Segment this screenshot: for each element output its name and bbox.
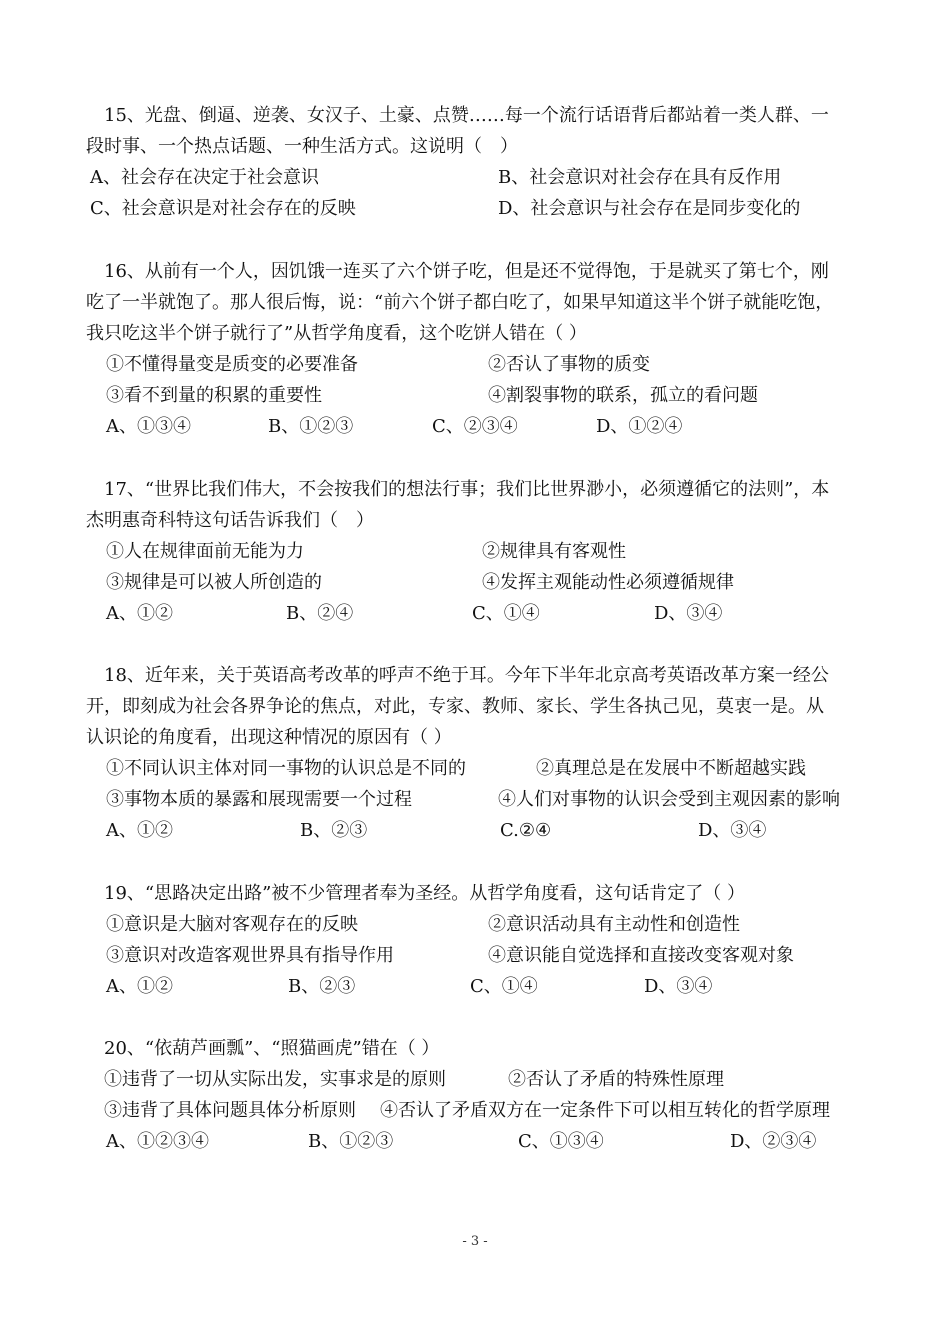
statement-3: ③意识对改造客观世界具有指导作用: [106, 945, 394, 966]
statement-2: ②否认了事物的质变: [488, 354, 650, 375]
statement-2: ②真理总是在发展中不断超越实践: [536, 758, 806, 779]
question-19: [86, 878, 876, 1002]
statement-1: ①违背了一切从实际出发，实事求是的原则: [104, 1069, 446, 1090]
option-c: C、社会意识是对社会存在的反映: [90, 198, 356, 219]
option-b: B、②③: [288, 976, 356, 997]
statement-3: ③事物本质的暴露和展现需要一个过程: [106, 789, 412, 810]
option-a: A、①②: [106, 820, 173, 841]
page-number: - 3 -: [462, 1234, 488, 1249]
option-c: C、①④: [472, 603, 540, 624]
statement-1: ①人在规律面前无能为力: [106, 541, 304, 562]
statement-1: ①不同认识主体对同一事物的认识总是不同的: [106, 758, 466, 779]
option-c: C、②③④: [432, 416, 518, 437]
question-15-stem-line-1: 15、光盘、倒逼、逆袭、女汉子、土豪、点赞……每一个流行话语背后都站着一类人群、一: [86, 105, 829, 126]
question-20-options-row: [104, 1126, 894, 1157]
statement-3: ③违背了具体问题具体分析原则: [104, 1100, 356, 1121]
option-a: A、社会存在决定于社会意识: [90, 167, 319, 188]
statement-4: ④人们对事物的认识会受到主观因素的影响: [498, 789, 840, 810]
question-18-stem-line-1: 18、近年来，关于英语高考改革的呼声不绝于耳。今年下半年北京高考英语改革方案一经公: [86, 665, 829, 686]
question-19-stem-line-1: 19、“思路决定出路”被不少管理者奉为圣经。从哲学角度看，这句话肯定了（ ）: [86, 883, 746, 904]
question-17-stem-line-2: 杰明惠奇科特这句话告诉我们（ ）: [86, 510, 374, 531]
question-20: [104, 1033, 894, 1157]
option-a: A、①②③④: [106, 1131, 209, 1152]
question-20-items-row-1: [104, 1064, 894, 1095]
question-18-items-row-2: [86, 784, 876, 815]
option-d: D、③④: [698, 820, 767, 841]
question-17-options-row: [86, 598, 876, 629]
option-b: B、①②③: [268, 416, 354, 437]
statement-4: ④意识能自觉选择和直接改变客观对象: [488, 945, 794, 966]
question-19-items-row-2: [86, 940, 876, 971]
question-20-stem-line-1: 20、“依葫芦画瓢”、“照猫画虎”错在（ ）: [104, 1038, 440, 1059]
option-b: B、①②③: [308, 1131, 394, 1152]
question-17-items-row-1: [86, 536, 876, 567]
question-16-items-row-1: [86, 349, 876, 380]
option-a: A、①②: [106, 976, 173, 997]
question-16-stem-line-2: 吃了一半就饱了。那人很后悔，说：“前六个饼子都白吃了，如果早知道这半个饼子就能吃饱，: [86, 292, 834, 313]
question-18-items-row-1: [86, 753, 876, 784]
question-15-options-row-2: [86, 193, 876, 224]
question-17-stem-line-1: 17、“世界比我们伟大，不会按我们的想法行事；我们比世界渺小，必须遵循它的法则”，本: [86, 479, 830, 500]
question-15: [86, 100, 876, 224]
question-16-stem-line-1: 16、从前有一个人，因饥饿一连买了六个饼子吃，但是还不觉得饱，于是就买了第七个，刚: [86, 261, 829, 282]
statement-4: ④割裂事物的联系，孤立的看问题: [488, 385, 758, 406]
option-b: B、社会意识对社会存在具有反作用: [498, 167, 782, 188]
question-16-stem-line-3: 我只吃这半个饼子就行了”从哲学角度看，这个吃饼人错在（ ）: [86, 323, 587, 344]
statement-3: ③规律是可以被人所创造的: [106, 572, 322, 593]
statement-1: ①不懂得量变是质变的必要准备: [106, 354, 358, 375]
statement-4: ④发挥主观能动性必须遵循规律: [482, 572, 734, 593]
statement-4: ④否认了矛盾双方在一定条件下可以相互转化的哲学原理: [380, 1100, 830, 1121]
option-d: D、①②④: [596, 416, 683, 437]
statement-1: ①意识是大脑对客观存在的反映: [106, 914, 358, 935]
option-c: C.②④: [500, 820, 552, 841]
option-d: D、③④: [644, 976, 713, 997]
option-c: C、①④: [470, 976, 538, 997]
question-17: [86, 474, 876, 629]
option-a: A、①③④: [106, 416, 191, 437]
question-19-options-row: [86, 971, 876, 1002]
question-19-items-row-1: [86, 909, 876, 940]
question-20-items-row-2: [104, 1095, 894, 1126]
option-d: D、②③④: [730, 1131, 817, 1152]
option-c: C、①③④: [518, 1131, 604, 1152]
statement-3: ③看不到量的积累的重要性: [106, 385, 322, 406]
option-a: A、①②: [106, 603, 173, 624]
option-d: D、社会意识与社会存在是同步变化的: [498, 198, 801, 219]
option-b: B、②③: [300, 820, 368, 841]
question-16-options-row: [86, 411, 876, 442]
question-18-options-row: [86, 815, 876, 846]
statement-2: ②否认了矛盾的特殊性原理: [508, 1069, 724, 1090]
question-15-options-row-1: [86, 162, 876, 193]
question-16: [86, 256, 876, 442]
question-17-items-row-2: [86, 567, 876, 598]
option-b: B、②④: [286, 603, 354, 624]
statement-2: ②意识活动具有主动性和创造性: [488, 914, 740, 935]
statement-2: ②规律具有客观性: [482, 541, 626, 562]
question-18-stem-line-3: 认识论的角度看，出现这种情况的原因有（ ）: [86, 727, 452, 748]
question-18: [86, 660, 876, 846]
question-16-items-row-2: [86, 380, 876, 411]
question-18-stem-line-2: 开，即刻成为社会各界争论的焦点，对此，专家、教师、家长、学生各执己见，莫衷一是。从: [86, 696, 824, 717]
question-15-stem-line-2: 段时事、一个热点话题、一种生活方式。这说明（ ）: [86, 136, 518, 157]
option-d: D、③④: [654, 603, 723, 624]
